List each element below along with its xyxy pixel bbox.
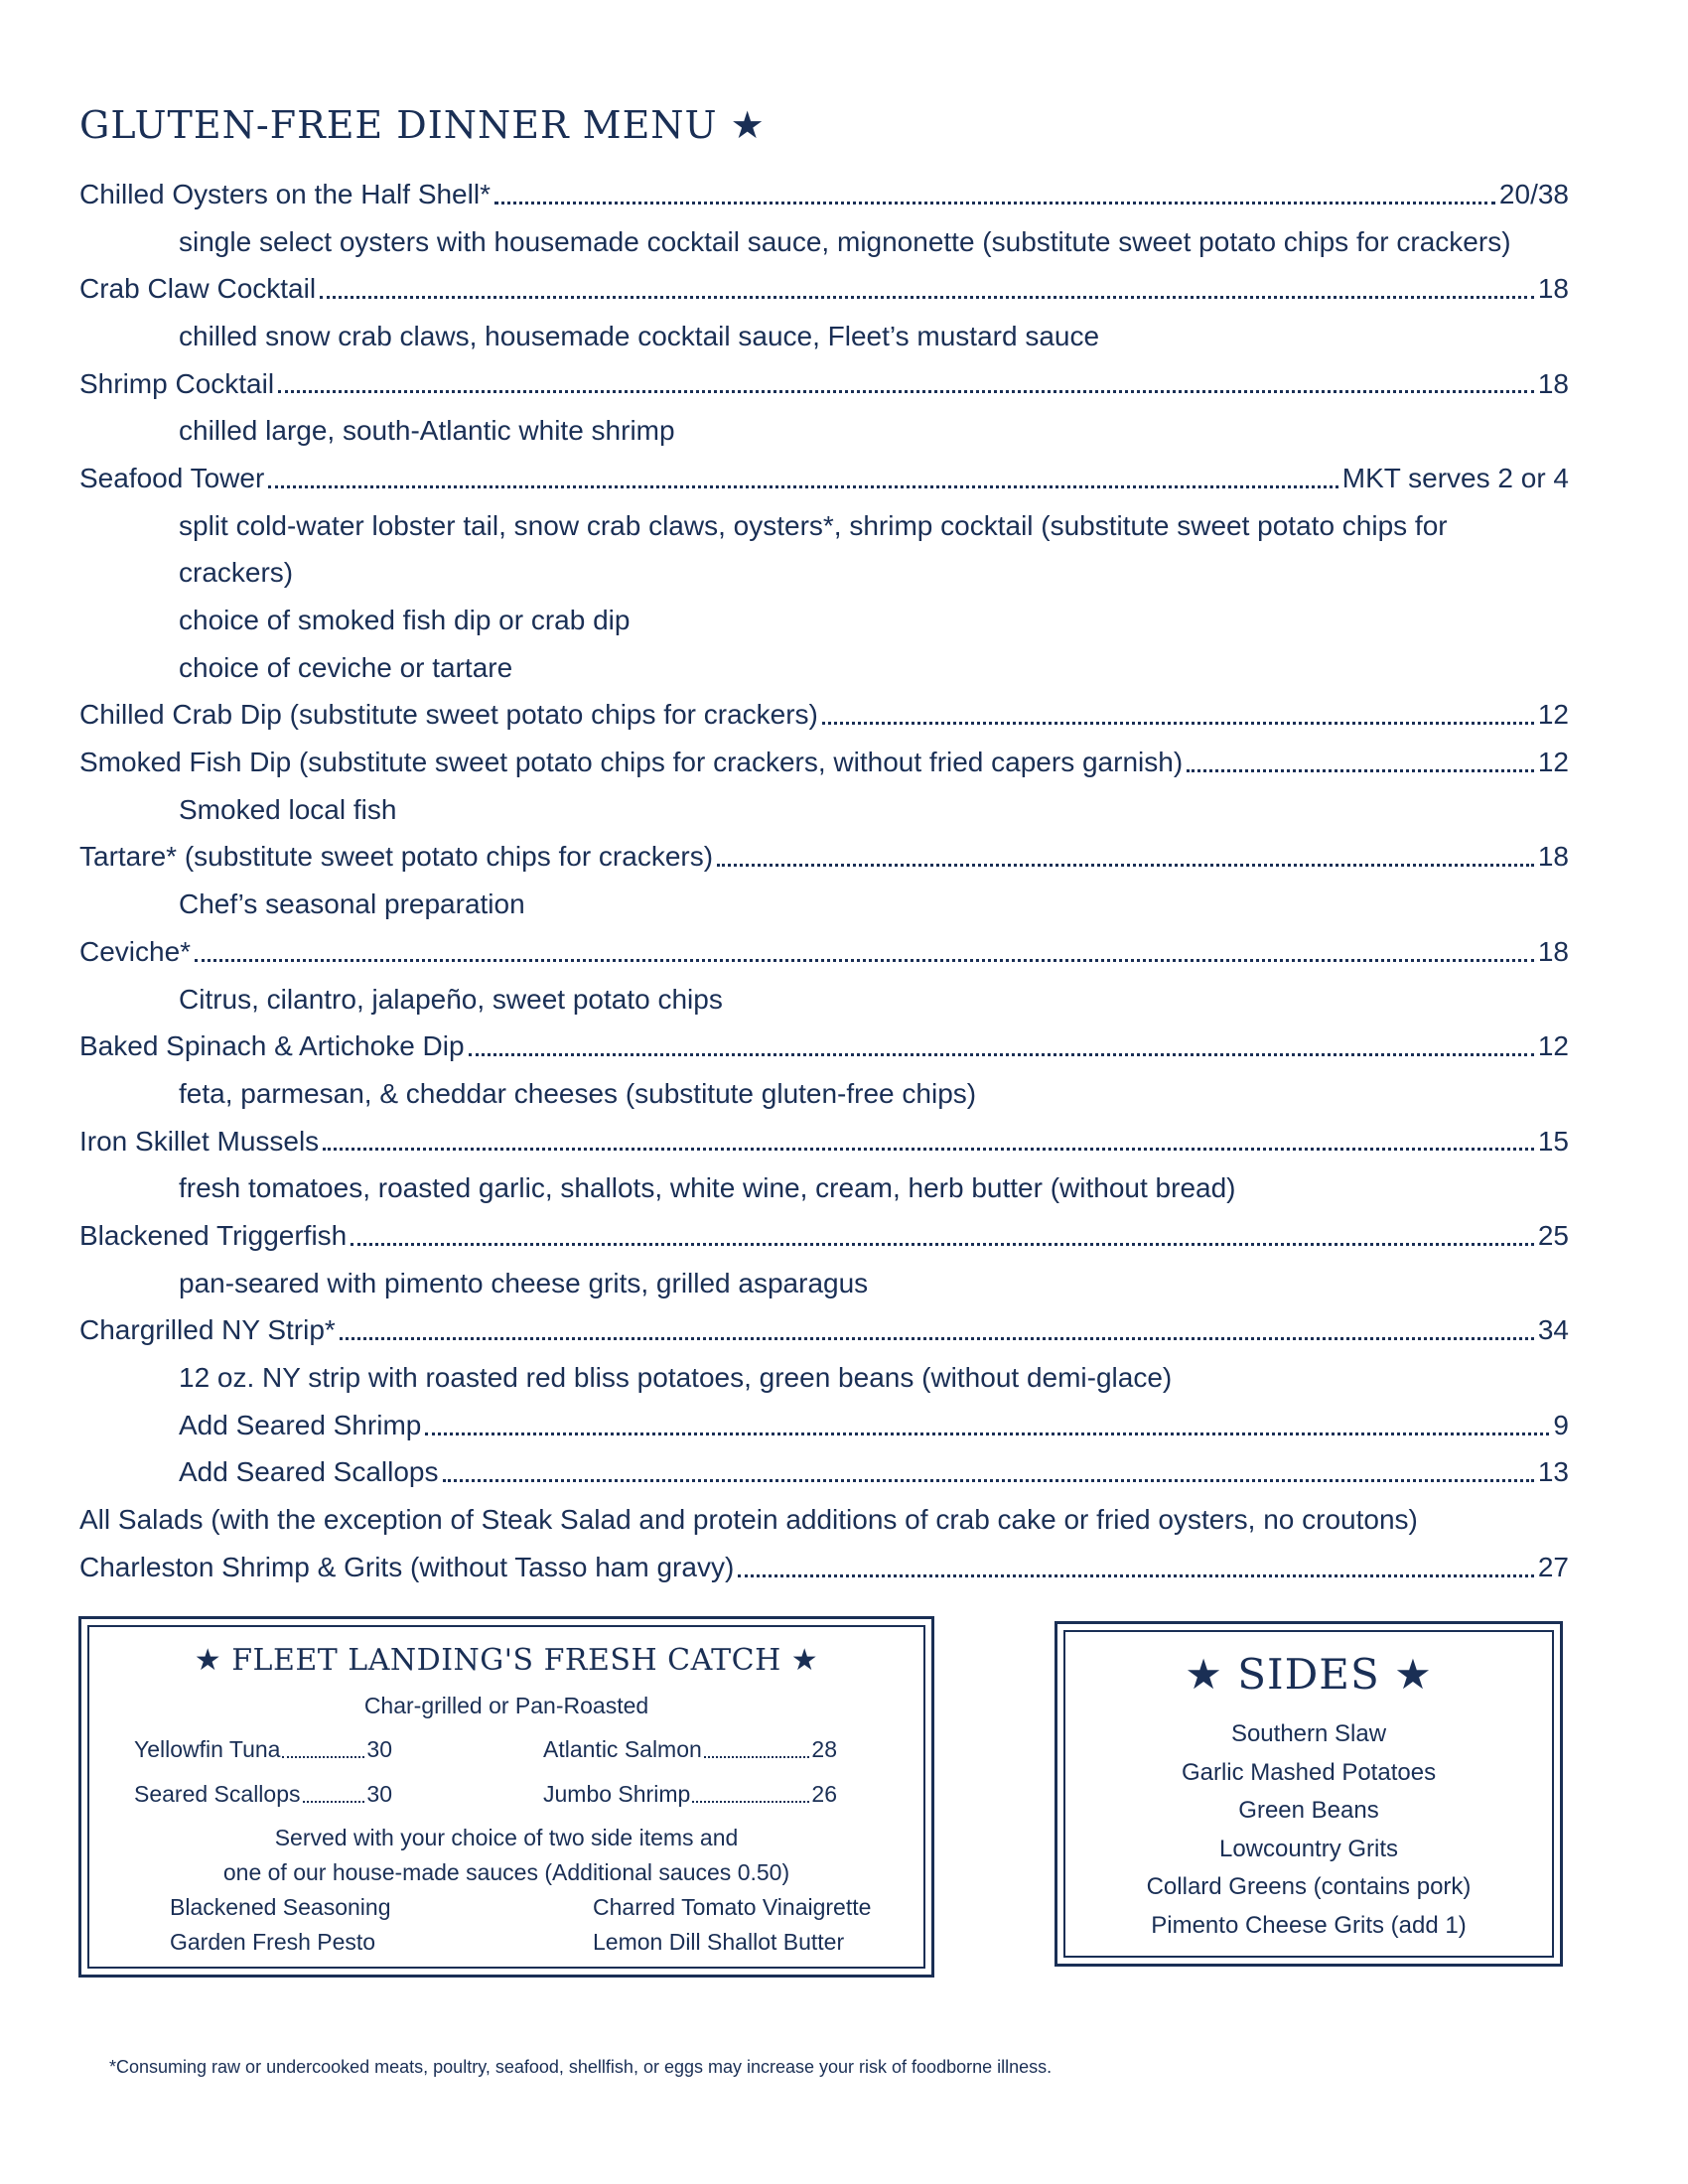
dot-leader bbox=[443, 1479, 1534, 1482]
menu-addon-row bbox=[79, 1402, 1569, 1449]
menu-item-description bbox=[79, 1070, 1569, 1118]
menu-item-price: 13 bbox=[1537, 1456, 1569, 1488]
description-text: crackers) bbox=[179, 557, 294, 589]
dot-leader bbox=[282, 1756, 364, 1758]
side-item: Green Beans bbox=[1238, 1797, 1379, 1824]
fish-price: 28 bbox=[811, 1736, 837, 1762]
menu-item-row bbox=[79, 1118, 1569, 1165]
menu-item-price: 20/38 bbox=[1498, 178, 1569, 209]
side-item: Lowcountry Grits bbox=[1218, 1835, 1399, 1862]
dot-leader bbox=[494, 202, 1495, 205]
dot-leader bbox=[704, 1756, 810, 1758]
menu-item-price: 15 bbox=[1537, 1125, 1569, 1157]
fish-name: Yellowfin Tuna bbox=[134, 1736, 281, 1762]
menu-item-name: Shrimp Cocktail bbox=[79, 367, 275, 399]
menu-item-name: Charleston Shrimp & Grits (without Tasso ham gravy) bbox=[79, 1551, 735, 1582]
dot-leader bbox=[195, 959, 1534, 962]
menu-item-row bbox=[79, 834, 1569, 882]
menu-item-description bbox=[79, 597, 1569, 644]
allergy-footnote: *Consuming raw or undercooked meats, poultry, seafood, shellfish, or eggs may increase your risk of foodborne illness. bbox=[109, 2057, 1053, 2077]
menu-item-description bbox=[79, 786, 1569, 834]
menu-item-name: Add Seared Scallops bbox=[179, 1456, 439, 1488]
dot-leader bbox=[323, 1148, 1534, 1151]
dot-leader bbox=[278, 390, 1534, 393]
fish-name: Seared Scallops bbox=[134, 1781, 301, 1807]
page-title: GLUTEN-FREE DINNER MENU ★ bbox=[79, 103, 766, 147]
dot-leader bbox=[717, 864, 1534, 867]
menu-item-price: 12 bbox=[1537, 747, 1569, 778]
menu-item-description bbox=[79, 644, 1569, 692]
menu-item-description bbox=[79, 1164, 1569, 1212]
description-text: split cold-water lobster tail, snow crab claws, oysters*, shrimp cocktail (substitute sweet potato chips for bbox=[179, 509, 1448, 541]
menu-item-row bbox=[79, 1212, 1569, 1260]
description-text: feta, parmesan, & cheddar cheeses (substitute gluten-free chips) bbox=[179, 1077, 977, 1109]
menu-item-price: 27 bbox=[1537, 1551, 1569, 1582]
menu-item-row bbox=[79, 1544, 1569, 1591]
sauce-item: Lemon Dill Shallot Butter bbox=[593, 1929, 845, 1955]
sides-list bbox=[1057, 1715, 1560, 1945]
menu-item-row bbox=[79, 1307, 1569, 1355]
menu-item-description bbox=[79, 1260, 1569, 1307]
dot-leader bbox=[822, 722, 1534, 725]
fish-item bbox=[543, 1736, 837, 1763]
sauce-item: Charred Tomato Vinaigrette bbox=[593, 1894, 872, 1920]
menu-item-price: 25 bbox=[1537, 1219, 1569, 1251]
menu-item-row bbox=[79, 1023, 1569, 1070]
menu-item-price: MKT serves 2 or 4 bbox=[1341, 462, 1569, 493]
menu-item-name: Blackened Triggerfish bbox=[79, 1219, 348, 1251]
sauce-item: Garden Fresh Pesto bbox=[170, 1929, 376, 1955]
fish-price: 30 bbox=[366, 1781, 392, 1807]
sides-title: ★ SIDES ★ bbox=[1185, 1650, 1433, 1699]
description-text: chilled snow crab claws, housemade cocktail sauce, Fleet’s mustard sauce bbox=[179, 320, 1100, 351]
menu-item-name: Chargrilled NY Strip* bbox=[79, 1314, 336, 1346]
menu-item-price: 9 bbox=[1553, 1409, 1569, 1440]
description-text: Citrus, cilantro, jalapeño, sweet potato chips bbox=[179, 983, 723, 1015]
menu-item-name: Chilled Crab Dip (substitute sweet potato chips for crackers) bbox=[79, 699, 818, 731]
menu-item-name: Iron Skillet Mussels bbox=[79, 1125, 320, 1157]
menu-item-description bbox=[79, 976, 1569, 1024]
note-text: All Salads (with the exception of Steak Salad and protein additions of crab cake or fried oysters, no croutons) bbox=[79, 1504, 1418, 1536]
fresh-catch-box bbox=[78, 1616, 934, 1978]
menu-item-price: 18 bbox=[1537, 841, 1569, 873]
description-text: chilled large, south-Atlantic white shrimp bbox=[179, 415, 675, 447]
dot-leader bbox=[303, 1801, 365, 1803]
menu-item-row bbox=[79, 692, 1569, 740]
menu-item-name: Smoked Fish Dip (substitute sweet potato chips for crackers, without fried capers garnish) bbox=[79, 747, 1184, 778]
menu-item-name: Add Seared Shrimp bbox=[179, 1409, 422, 1440]
menu-item-row bbox=[79, 928, 1569, 976]
menu-item-price: 18 bbox=[1537, 273, 1569, 305]
menu-item-name: Seafood Tower bbox=[79, 462, 265, 493]
dot-leader bbox=[340, 1337, 1534, 1340]
menu-item-row bbox=[79, 455, 1569, 502]
menu-item-price: 34 bbox=[1537, 1314, 1569, 1346]
menu-item-name: Baked Spinach & Artichoke Dip bbox=[79, 1030, 465, 1062]
dot-leader bbox=[692, 1801, 809, 1803]
dot-leader bbox=[1187, 769, 1534, 772]
fish-price: 26 bbox=[811, 1781, 837, 1807]
fresh-catch-subtitle: Char-grilled or Pan-Roasted bbox=[363, 1693, 649, 1718]
fresh-catch-note-line1: Served with your choice of two side items and bbox=[274, 1825, 739, 1850]
menu-item-row bbox=[79, 360, 1569, 408]
menu-addon-row bbox=[79, 1449, 1569, 1497]
description-text: fresh tomatoes, roasted garlic, shallots, white wine, cream, herb butter (without bread) bbox=[179, 1172, 1236, 1204]
description-text: Chef’s seasonal preparation bbox=[179, 888, 525, 920]
fish-name: Jumbo Shrimp bbox=[543, 1781, 691, 1807]
side-item: Pimento Cheese Grits (add 1) bbox=[1151, 1911, 1467, 1939]
menu-item-row bbox=[79, 739, 1569, 786]
menu-item-row bbox=[79, 265, 1569, 313]
menu-item-description bbox=[79, 407, 1569, 455]
side-item: Southern Slaw bbox=[1230, 1720, 1387, 1747]
dot-leader bbox=[351, 1243, 1534, 1246]
side-item: Garlic Mashed Potatoes bbox=[1181, 1758, 1437, 1786]
menu-list bbox=[79, 171, 1569, 1591]
menu-item-price: 12 bbox=[1537, 1030, 1569, 1062]
menu-item-name: Tartare* (substitute sweet potato chips for crackers) bbox=[79, 841, 714, 873]
dot-leader bbox=[320, 296, 1534, 299]
fish-item bbox=[134, 1781, 392, 1808]
sides-box bbox=[1055, 1621, 1563, 1967]
fish-item bbox=[543, 1781, 837, 1808]
description-text: choice of smoked fish dip or crab dip bbox=[179, 605, 631, 636]
dot-leader bbox=[425, 1433, 1549, 1435]
menu-item-row bbox=[79, 171, 1569, 218]
description-text: single select oysters with housemade cocktail sauce, mignonette (substitute sweet potato chips for crackers) bbox=[179, 225, 1511, 257]
menu-item-name: Crab Claw Cocktail bbox=[79, 273, 317, 305]
description-text: pan-seared with pimento cheese grits, grilled asparagus bbox=[179, 1267, 869, 1298]
dot-leader bbox=[738, 1574, 1534, 1577]
menu-item-name: Chilled Oysters on the Half Shell* bbox=[79, 178, 491, 209]
description-text: choice of ceviche or tartare bbox=[179, 651, 513, 683]
fish-price: 30 bbox=[366, 1736, 392, 1762]
description-text: Smoked local fish bbox=[179, 793, 397, 825]
menu-item-price: 12 bbox=[1537, 699, 1569, 731]
side-item: Collard Greens (contains pork) bbox=[1146, 1873, 1472, 1900]
menu-item-price: 18 bbox=[1537, 935, 1569, 967]
menu-item-description bbox=[79, 218, 1569, 266]
sauce-item: Blackened Seasoning bbox=[170, 1894, 391, 1920]
menu-item-description bbox=[79, 502, 1569, 550]
fresh-catch-title: ★ FLEET LANDING'S FRESH CATCH ★ bbox=[194, 1643, 819, 1678]
dot-leader bbox=[268, 485, 1337, 488]
menu-item-description bbox=[79, 1354, 1569, 1402]
menu-item-description bbox=[79, 313, 1569, 360]
menu-item-description bbox=[79, 550, 1569, 598]
fresh-catch-note-line2: one of our house-made sauces (Additional sauces 0.50) bbox=[222, 1859, 790, 1885]
menu-item-name: Ceviche* bbox=[79, 935, 192, 967]
description-text: 12 oz. NY strip with roasted red bliss potatoes, green beans (without demi-glace) bbox=[179, 1362, 1173, 1394]
fish-name: Atlantic Salmon bbox=[543, 1736, 702, 1762]
fish-item bbox=[134, 1736, 392, 1763]
menu-item-price: 18 bbox=[1537, 367, 1569, 399]
menu-note-row bbox=[79, 1496, 1569, 1544]
menu-item-description bbox=[79, 881, 1569, 928]
dot-leader bbox=[469, 1053, 1534, 1056]
